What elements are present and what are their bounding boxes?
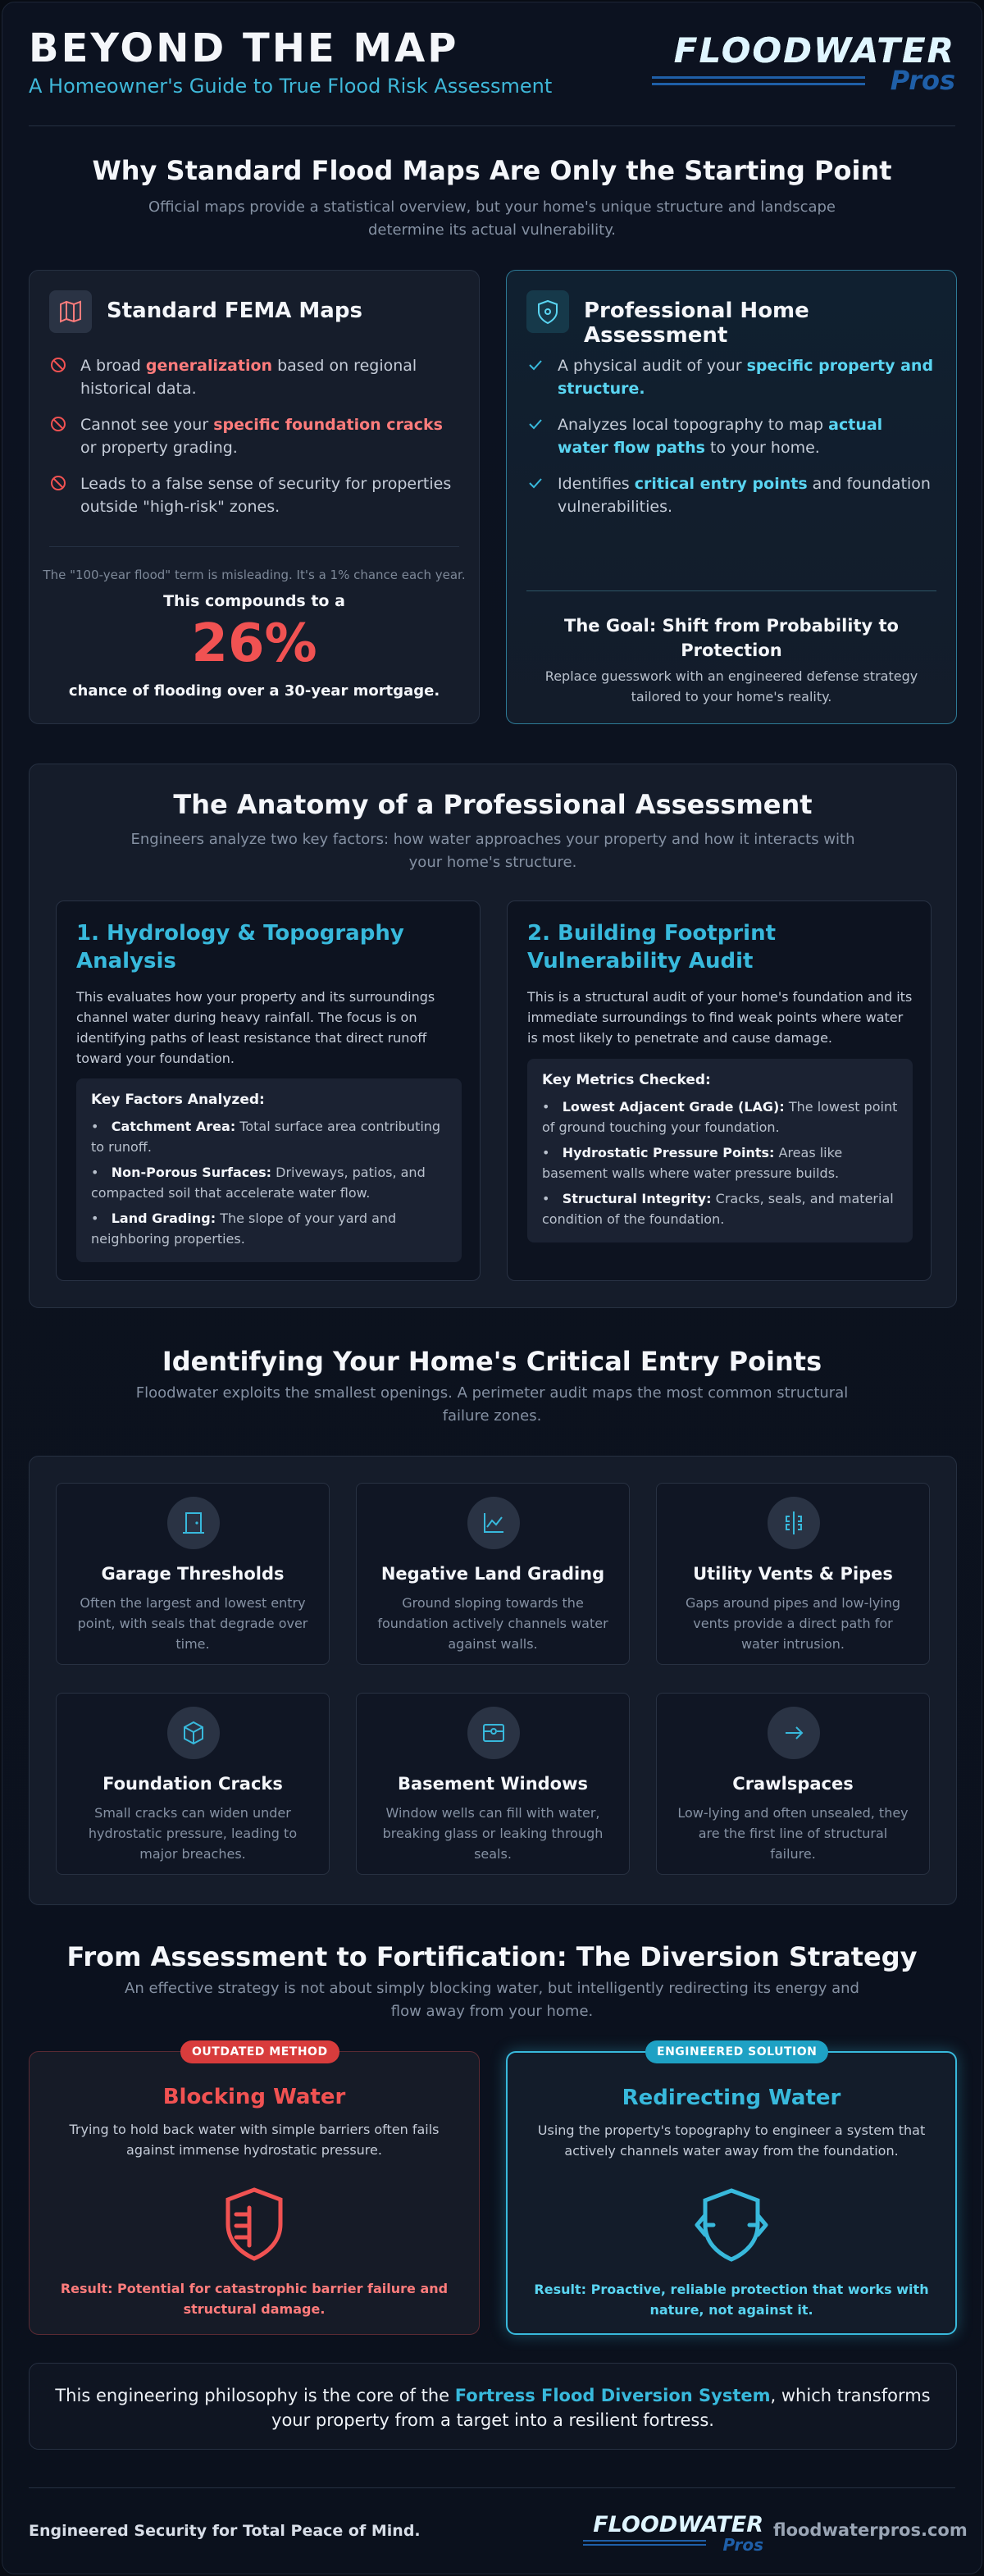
pipe-icon bbox=[768, 1497, 820, 1549]
pro-item: Identifies critical entry points and foundation vulnerabilities. bbox=[526, 472, 936, 518]
entry-card-title: Crawlspaces bbox=[732, 1774, 854, 1794]
why-title: Why Standard Flood Maps Are Only the Starting Point bbox=[92, 155, 892, 186]
hydrology-body: This evaluates how your property and its surroundings channel water during heavy rainfall. The focus is on identifying paths of least resistance that direct runoff toward your foundation. bbox=[76, 989, 435, 1066]
divider bbox=[526, 590, 936, 591]
check-icon bbox=[526, 415, 544, 433]
metrics-title: Key Metrics Checked: bbox=[542, 1072, 711, 1088]
pro-item: Analyzes local topography to map actual water flow paths to your home. bbox=[526, 413, 936, 459]
redirecting-card bbox=[506, 2045, 957, 2335]
compounds-text: This compounds to a bbox=[163, 592, 345, 610]
engineered-badge: ENGINEERED SOLUTION bbox=[645, 2040, 828, 2063]
door-icon bbox=[167, 1497, 220, 1549]
pro-item: A physical audit of your specific property and structure. bbox=[526, 354, 936, 400]
pro-title: Professional Home Assessment bbox=[584, 299, 809, 348]
footer-logo-subword: Pros bbox=[722, 2535, 763, 2555]
footer-logo bbox=[583, 2512, 763, 2553]
philosophy-box bbox=[29, 2363, 957, 2450]
footer-url[interactable]: floodwaterpros.com bbox=[773, 2520, 968, 2540]
blocking-card bbox=[29, 2045, 480, 2335]
entry-title: Identifying Your Home's Critical Entry Points bbox=[162, 1346, 822, 1377]
factor-item: • Land Grading: The slope of your yard and neighboring properties. bbox=[91, 1210, 397, 1247]
goal-desc: Replace guesswork with an engineered defense strategy tailored to your home's reality. bbox=[544, 668, 918, 704]
factors-box bbox=[76, 1078, 462, 1262]
page-subtitle: A Homeowner's Guide to True Flood Risk Assessment bbox=[29, 75, 553, 98]
logo-stripe bbox=[583, 2544, 706, 2546]
entry-card-desc: Ground sloping towards the foundation actively channels water against walls. bbox=[377, 1595, 608, 1652]
entry-card-title: Utility Vents & Pipes bbox=[693, 1564, 893, 1584]
divider bbox=[49, 546, 459, 547]
fema-item: Cannot see your specific foundation cracks or property grading. bbox=[49, 413, 459, 459]
entry-card-desc: Gaps around pipes and low-lying vents provide a direct path for water intrusion. bbox=[685, 1595, 901, 1652]
entry-card bbox=[56, 1483, 330, 1665]
entry-card bbox=[656, 1693, 930, 1875]
prohibited-icon bbox=[49, 415, 67, 433]
logo-wordmark: FLOODWATER bbox=[673, 30, 955, 71]
anatomy-subtitle-1: Engineers analyze two key factors: how water approaches your property and how it interacts with bbox=[130, 831, 855, 848]
fema-item: Leads to a false sense of security for properties outside "high-risk" zones. bbox=[49, 472, 459, 518]
entry-subtitle-1: Floodwater exploits the smallest openings. A perimeter audit maps the most common structural bbox=[135, 1384, 849, 1402]
redirecting-desc: Using the property's topography to engineer a system that actively channels water away from the foundation. bbox=[537, 2122, 926, 2159]
hydrology-card bbox=[56, 900, 481, 1281]
logo-stripe bbox=[652, 83, 865, 85]
blocking-desc: Trying to hold back water with simple barriers often fails against immense hydrostatic pressure. bbox=[69, 2122, 440, 2158]
entry-card bbox=[56, 1693, 330, 1875]
logo-stripe bbox=[652, 76, 865, 79]
blocking-title: Blocking Water bbox=[162, 2085, 346, 2109]
strategy-subtitle-2: flow away from your home. bbox=[390, 2003, 594, 2020]
brand-logo bbox=[652, 30, 955, 96]
why-subtitle-1: Official maps provide a statistical overview, but your home's unique structure and landscape bbox=[148, 198, 836, 216]
shield-barrier-icon bbox=[212, 2183, 297, 2265]
divider bbox=[29, 125, 955, 126]
window-icon bbox=[467, 1707, 520, 1759]
prohibited-icon bbox=[49, 356, 67, 374]
cube-icon bbox=[167, 1707, 220, 1759]
anatomy-panel bbox=[29, 764, 957, 1308]
entry-card-title: Foundation Cracks bbox=[102, 1774, 283, 1794]
factor-item: • Non-Porous Surfaces: Driveways, patios, and compacted soil that accelerate water flow. bbox=[91, 1165, 426, 1201]
footer-tagline: Engineered Security for Total Peace of Mind. bbox=[29, 2522, 421, 2540]
metric-item: • Hydrostatic Pressure Points: Areas like basement walls where water pressure builds. bbox=[542, 1145, 843, 1181]
fema-title: Standard FEMA Maps bbox=[107, 299, 362, 323]
entry-card bbox=[656, 1483, 930, 1665]
fortress-link: Fortress Flood Diversion System bbox=[454, 2386, 771, 2405]
factors-title: Key Factors Analyzed: bbox=[91, 1092, 265, 1108]
entry-subtitle-2: failure zones. bbox=[442, 1407, 542, 1425]
percent-caption: chance of flooding over a 30-year mortgage. bbox=[68, 682, 440, 700]
map-icon bbox=[49, 290, 92, 333]
metric-item: • Structural Integrity: Cracks, seals, and material condition of the foundation. bbox=[542, 1191, 894, 1227]
shield-diversion-icon bbox=[689, 2184, 774, 2266]
footprint-body: This is a structural audit of your home's foundation and its immediate surroundings to find weak points where water is most likely to penetrate and cause damage. bbox=[527, 989, 913, 1046]
entry-card-desc: Often the largest and lowest entry point, with seals that degrade over time. bbox=[77, 1595, 308, 1652]
goal-title: The Goal: Shift from Probability to Protection bbox=[564, 616, 899, 660]
philosophy-text: This engineering philosophy is the core of the Fortress Flood Diversion System, which transforms your property from a target into a resilient fortress. bbox=[55, 2386, 931, 2430]
check-icon bbox=[526, 356, 544, 374]
anatomy-subtitle-2: your home's structure. bbox=[408, 854, 577, 871]
why-subtitle-2: determine its actual vulnerability. bbox=[367, 221, 617, 239]
blocking-result: Result: Potential for catastrophic barrier failure and structural damage. bbox=[60, 2281, 449, 2317]
divider bbox=[29, 2487, 955, 2488]
fema-card bbox=[29, 270, 480, 724]
pro-card bbox=[506, 270, 957, 724]
entry-card bbox=[356, 1693, 630, 1875]
entry-card-desc: Small cracks can widen under hydrostatic pressure, leading to major breaches. bbox=[88, 1805, 298, 1862]
entry-card-title: Basement Windows bbox=[397, 1774, 588, 1794]
footprint-card bbox=[507, 900, 932, 1281]
risk-percent: 26% bbox=[191, 613, 317, 674]
infographic bbox=[2, 2, 982, 2574]
entry-card-title: Garage Thresholds bbox=[101, 1564, 285, 1584]
flood-note: The "100-year flood" term is misleading. It's a 1% chance each year. bbox=[43, 568, 466, 582]
entry-panel bbox=[29, 1456, 957, 1905]
footprint-title: 2. Building Footprint Vulnerability Audit bbox=[527, 921, 777, 973]
logo-stripe bbox=[583, 2540, 706, 2542]
anatomy-title: The Anatomy of a Professional Assessment bbox=[173, 789, 813, 820]
strategy-subtitle-1: An effective strategy is not about simply blocking water, but intelligently redirecting its energy and bbox=[125, 1980, 859, 1997]
redirecting-title: Redirecting Water bbox=[622, 2086, 841, 2110]
arrow-right-icon bbox=[768, 1707, 820, 1759]
page-title: BEYOND THE MAP bbox=[29, 25, 459, 71]
prohibited-icon bbox=[49, 474, 67, 492]
entry-card-title: Negative Land Grading bbox=[380, 1564, 605, 1584]
metric-item: • Lowest Adjacent Grade (LAG): The lowest point of ground touching your foundation. bbox=[542, 1099, 898, 1135]
redirecting-result: Result: Proactive, reliable protection that works with nature, not against it. bbox=[534, 2282, 929, 2318]
outdated-badge: OUTDATED METHOD bbox=[180, 2040, 339, 2063]
entry-card bbox=[356, 1483, 630, 1665]
entry-card-desc: Window wells can fill with water, breaking glass or leaking through seals. bbox=[382, 1805, 604, 1862]
metrics-box bbox=[527, 1059, 913, 1242]
entry-card-desc: Low-lying and often unsealed, they are the first line of structural failure. bbox=[677, 1805, 909, 1862]
factor-item: • Catchment Area: Total surface area contributing to runoff. bbox=[91, 1119, 441, 1155]
logo-subword: Pros bbox=[890, 65, 955, 96]
footer-logo-wordmark: FLOODWATER bbox=[593, 2512, 763, 2537]
hydrology-title: 1. Hydrology & Topography Analysis bbox=[76, 921, 404, 973]
chart-line-icon bbox=[467, 1497, 520, 1549]
strategy-title: From Assessment to Fortification: The Diversion Strategy bbox=[66, 1941, 918, 1972]
check-icon bbox=[526, 474, 544, 492]
shield-icon bbox=[526, 290, 569, 333]
fema-item: A broad generalization based on regional historical data. bbox=[49, 354, 459, 400]
